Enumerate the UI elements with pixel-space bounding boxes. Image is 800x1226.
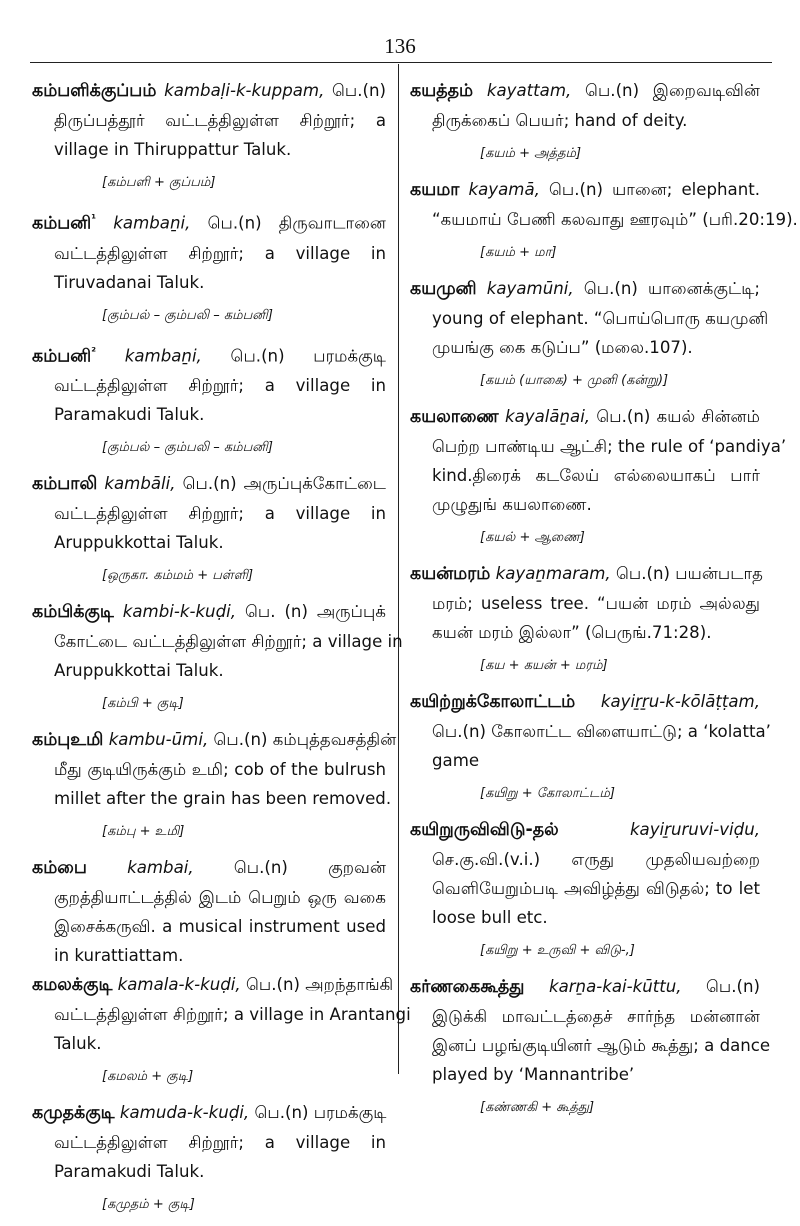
etymology: [கய + கயன் + மரம்] (480, 658, 608, 673)
transliteration: kamuda-k-kuḍi, (119, 1103, 250, 1123)
transliteration: kamala-k-kuḍi, (117, 975, 241, 995)
entry-definition-line: கயன் மரம் இல்லா” (பெருங்.71:28). (432, 623, 712, 642)
dictionary-entry (410, 76, 760, 135)
entry-definition-line: கோட்டை வட்டத்திலுள்ள சிற்றூர்; a village in (54, 632, 403, 652)
etymology: [கமலம் + குடி] (102, 1069, 194, 1085)
headword: கம்புஉமி (32, 730, 104, 751)
etymology: [கம்பளி + குப்பம்] (102, 175, 216, 190)
transliteration: kayamā, (468, 180, 540, 199)
headword: கயிறுருவிவிடு-தல் (410, 820, 559, 840)
column-divider (398, 64, 399, 1074)
etymology: [கம்பி + குடி] (102, 696, 184, 712)
entry-definition-line: வட்டத்திலுள்ள சிற்றூர்; a village in (54, 1133, 386, 1153)
etymology: [கயிறு + உருவி + விடு-,] (480, 943, 635, 958)
entry-definition-line: “கயமாய் பேணி கலவாது ஊரவும்” (பரி.20:19). (432, 210, 798, 229)
etymology: [கமுதம் + குடி] (102, 1197, 195, 1213)
entry-definition-line: இசைக்கருவி. a musical instrument used (54, 917, 386, 937)
entry-definition-line: played by ‘Mannantribe’ (432, 1065, 635, 1084)
header-rule (30, 62, 772, 63)
entry-headline: கம்பளிக்குப்பம் kambaḷi-k-kuppam, பெ.(n) (32, 81, 387, 101)
dictionary-entry (32, 1098, 386, 1186)
entry-definition-line: kind.திரைக் கடலேய் எல்லையாகப் பார் (432, 466, 760, 485)
entry-definition-line: மரம்; useless tree. “பயன் மரம் அல்லது (432, 594, 760, 613)
transliteration: kambu-ūmi, (108, 730, 209, 750)
etymology: [ஒருகா. கம்மம் + பள்ளி] (102, 568, 254, 584)
headword: கயத்தம் (410, 81, 474, 101)
entry-headline: கம்பனி$^{^2}$ kambaṉi, பெ.(n) பரமக்குடி (32, 344, 386, 367)
entry-headline: கமலக்குடி kamala-k-kuḍi, பெ.(n) அறந்தாங்கி (32, 975, 394, 996)
transliteration: kayiṟuruvi-viḍu, (629, 820, 760, 839)
etymology: [கயம் + மா] (480, 245, 557, 260)
headword: கயன்மரம் (410, 564, 491, 584)
transliteration: kayamūni, (486, 279, 574, 298)
entry-definition-line: Taluk. (54, 1034, 102, 1054)
etymology: [கயம் + அத்தம்] (480, 146, 582, 161)
transliteration: kambai, (127, 858, 194, 878)
etymology: [கும்பல் – கும்பலி – கம்பனி] (102, 440, 273, 456)
right-column (410, 76, 798, 1129)
entry-definition-line: பெ.(n) கோலாட்ட விளையாட்டு; a ‘kolatta’ (432, 722, 771, 741)
dictionary-entry (32, 597, 403, 685)
entry-headline (410, 815, 760, 845)
headword: கமலக்குடி (32, 975, 113, 996)
entry-definition-line: வட்டத்திலுள்ள சிற்றூர்; a village in (54, 504, 386, 524)
entry-headline: கயமா kayamā, பெ.(n) யானை; elephant. (410, 180, 760, 200)
entry-headline: கர்ணகைகூத்து karṉa-kai-kūttu, பெ.(n) (410, 977, 760, 997)
headword: கம்பிக்குடி (32, 602, 114, 623)
page-number: 136 (384, 34, 416, 58)
entry-definition-line: Tiruvadanai Taluk. (54, 272, 205, 292)
transliteration: kambi-k-kuḍi, (122, 602, 236, 622)
transliteration: kayiṟṟu-k-kōlāṭṭam, (600, 692, 760, 711)
headword: கயமா (410, 180, 460, 200)
entry-definition-line: இடுக்கி மாவட்டத்தைச் சார்ந்த மன்னான் (432, 1007, 760, 1026)
headword: கயிற்றுக்கோலாட்டம் (410, 692, 576, 712)
dictionary-entry (32, 469, 386, 557)
entry-definition-line: வட்டத்திலுள்ள சிற்றூர்; a village in (54, 243, 386, 263)
entry-definition-line: Paramakudi Taluk. (54, 405, 205, 425)
transliteration: kayaṉmaram, (495, 564, 611, 583)
headword: கம்பாலி (32, 474, 98, 495)
headword: கம்பை (32, 858, 87, 879)
entry-headline: கம்பிக்குடி kambi-k-kuḍi, பெ. (n) அருப்புக் (32, 602, 386, 623)
entry-headline: கம்பனி$^{^1}$ kambaṉi, பெ.(n) திருவாடானை (32, 212, 386, 234)
entry-definition-line: திருப்பத்தூர் வட்டத்திலுள்ள சிற்றூர்; a (54, 111, 386, 130)
entry-headline: கயத்தம் kayattam, பெ.(n) இறைவடிவின் (410, 81, 761, 101)
etymology: [கயிறு + கோலாட்டம்] (480, 786, 615, 801)
entry-definition-line: வெளியேறும்படி அவிழ்த்து விடுதல்; to let (432, 879, 760, 898)
transliteration: karṉa-kai-kūttu, (548, 977, 682, 996)
entry-headline: கயமுனி kayamūni, பெ.(n) யானைக்குட்டி; (410, 279, 760, 299)
dictionary-entry (410, 972, 771, 1089)
entry-definition-line: Aruppukkottai Taluk. (54, 661, 224, 681)
dictionary-entry (32, 970, 411, 1058)
entry-definition-line: முயங்கு கை கடுப்ப” (மலை.107). (432, 338, 693, 357)
headword: கர்ணகைகூத்து (410, 977, 525, 997)
entry-definition-line: மீது குடியிருக்கும் உமி; cob of the bulrush (54, 760, 386, 780)
transliteration: kayalāṉai, (504, 407, 591, 426)
transliteration: kayattam, (486, 81, 572, 100)
dictionary-entry (32, 204, 386, 297)
dictionary-entry (410, 559, 763, 647)
etymology: [கயம் (யாகை) + முனி (கன்று)] (480, 373, 669, 388)
entry-headline (410, 687, 760, 717)
entry-definition-line: செ.கு.வி.(v.i.) எருது முதலியவற்றை (432, 850, 760, 869)
entry-headline: கம்பை kambai, பெ.(n) குறவன் (32, 858, 386, 879)
dictionary-entry (32, 853, 386, 970)
dictionary-entry (410, 402, 787, 519)
entry-definition-line: village in Thiruppattur Taluk. (54, 140, 292, 159)
entry-definition-line: Aruppukkottai Taluk. (54, 533, 224, 553)
headword: கமுதக்குடி (32, 1103, 115, 1124)
entry-definition-line: இனப் பழங்குடியினர் ஆடும் கூத்து; a dance (432, 1036, 771, 1055)
left-column (32, 76, 411, 1226)
etymology: [கும்பல் – கும்பலி – கம்பனி] (102, 307, 273, 323)
entry-definition-line: முழுதுங் கயலாணை. (432, 495, 592, 514)
etymology: [கம்பு + உமி] (102, 824, 185, 840)
entry-definition-line: loose bull etc. (432, 908, 548, 927)
entry-definition-line: குறத்தியாட்டத்தில் இடம் பெறும் ஒரு வகை (54, 888, 386, 908)
dictionary-entry (410, 687, 771, 775)
entry-headline: கயன்மரம் kayaṉmaram, பெ.(n) பயன்படாத (410, 564, 763, 584)
headword: கம்பனி (32, 346, 92, 367)
transliteration: kambaṉi, (124, 346, 202, 366)
entry-headline: கம்புஉமி kambu-ūmi, பெ.(n) கம்புத்தவசத்தின் (32, 730, 397, 751)
entry-definition-line: in kurattiattam. (54, 946, 184, 966)
transliteration: kambaḷi-k-kuppam, (164, 81, 325, 100)
dictionary-entry (32, 725, 397, 813)
entry-definition-line: வட்டத்திலுள்ள சிற்றூர்; a village in Arantangi (54, 1005, 411, 1025)
dictionary-entry (32, 76, 386, 164)
headword: கம்பனி (32, 213, 92, 234)
etymology: [கயல் + ஆணை] (480, 530, 585, 545)
transliteration: kambaṉi, (113, 213, 191, 233)
entry-definition-line: வட்டத்திலுள்ள சிற்றூர்; a village in (54, 376, 386, 396)
entry-definition-line: பெற்ற பாண்டிய ஆட்சி; the rule of ‘pandiya’ (432, 437, 787, 456)
dictionary-entry (410, 274, 769, 362)
entry-definition-line: young of elephant. “பொய்பொரு கயமுனி (432, 309, 769, 328)
dictionary-entry (410, 815, 760, 932)
transliteration: kambāli, (104, 474, 176, 494)
entry-definition-line: திருக்கைப் பெயர்; hand of deity. (432, 111, 688, 130)
dictionary-entry (32, 337, 386, 430)
entry-definition-line: game (432, 751, 480, 770)
entry-definition-line: Paramakudi Taluk. (54, 1162, 205, 1182)
entry-headline: கமுதக்குடி kamuda-k-kuḍi, பெ.(n) பரமக்குடி (32, 1103, 387, 1124)
etymology: [கண்ணகி + கூத்து] (480, 1100, 595, 1115)
headword: கயமுனி (410, 279, 477, 299)
entry-headline: கம்பாலி kambāli, பெ.(n) அருப்புக்கோட்டை (32, 474, 386, 495)
entry-headline: கயலாணை kayalāṉai, பெ.(n) கயல் சின்னம் (410, 407, 760, 427)
entry-definition-line: millet after the grain has been removed. (54, 789, 392, 809)
headword: கம்பளிக்குப்பம் (32, 81, 157, 101)
dictionary-entry (410, 175, 798, 234)
headword: கயலாணை (410, 407, 499, 427)
